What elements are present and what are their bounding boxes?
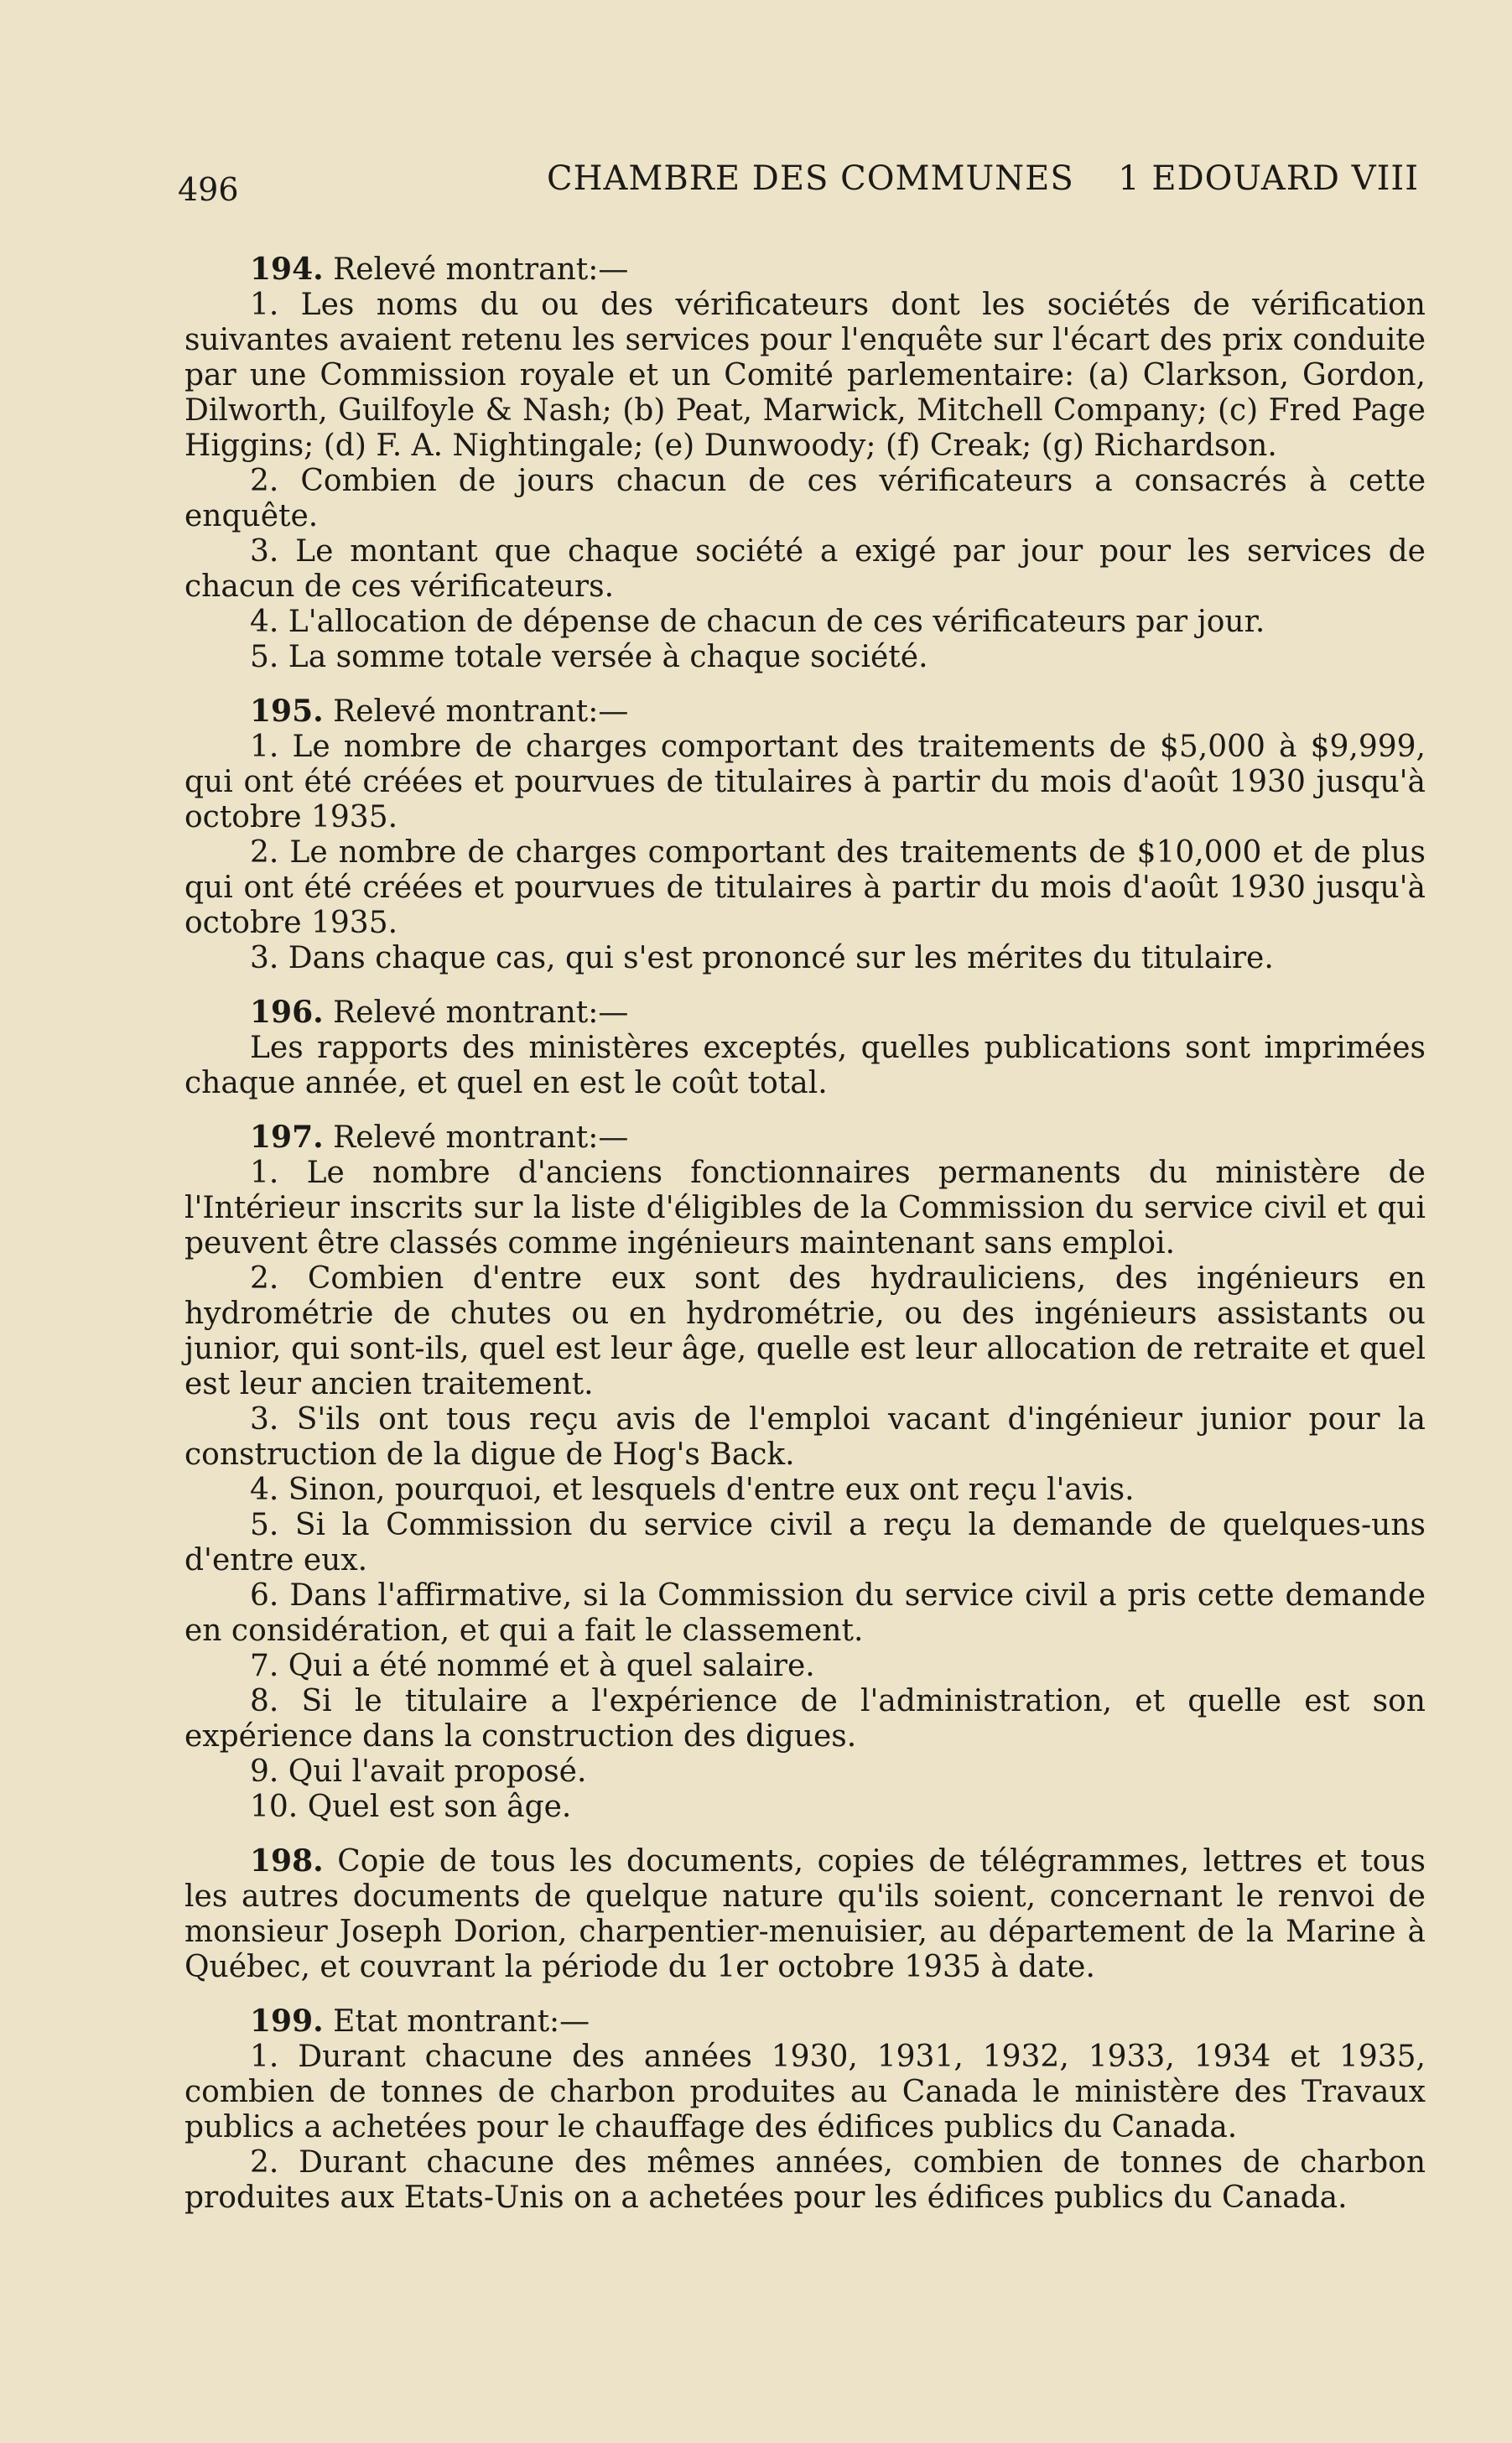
entry-lead: [184, 2004, 1426, 2040]
entry-paragraph: 1. Le nombre d'anciens fonctionnaires permanents du ministère de l'Intérieur inscrits sur la liste d'éligibles de la Commission du service civil et qui peuvent être classés comme ingénieurs maintenant sans emploi.: [184, 1156, 1426, 1260]
entry-number: 194.: [250, 252, 324, 287]
entry-lead-text: Etat montrant:—: [333, 2004, 590, 2039]
entry-number: 199.: [250, 2004, 324, 2039]
page-number: 496: [178, 171, 239, 208]
entry-paragraph: 3. Dans chaque cas, qui s'est prononcé sur les mérites du titulaire.: [250, 941, 1274, 975]
entry-lead: [184, 1120, 1426, 1156]
entry-lead-text: Relevé montrant:—: [333, 252, 629, 287]
entry: [184, 1843, 1426, 1985]
entry-paragraph: 1. Le nombre de charges comportant des traitements de $5,000 à $9,999, qui ont été créées et pourvues de titulaires à partir du mois d'août 1930 jusqu'à octobre 1935.: [184, 730, 1426, 834]
entry: [184, 1120, 1426, 1825]
entry-number: 195.: [250, 694, 324, 729]
entry-lead: [184, 995, 1426, 1031]
header-regnal-year: 1 EDOUARD VIII: [1118, 159, 1419, 198]
entry: [184, 694, 1426, 976]
entry-paragraph: 2. Combien de jours chacun de ces vérificateurs a consacrés à cette enquête.: [184, 464, 1426, 533]
entry-paragraph: 8. Si le titulaire a l'expérience de l'administration, et quelle est son expérience dans la construction des digues.: [184, 1684, 1426, 1754]
entry: [184, 995, 1426, 1101]
entry-paragraph: Les rapports des ministères exceptés, quelles publications sont imprimées chaque année, et quel en est le coût total.: [184, 1031, 1426, 1100]
entry: [184, 2004, 1426, 2216]
running-header: [178, 159, 1419, 210]
entry-paragraph: 5. La somme totale versée à chaque société.: [250, 640, 928, 674]
entry-lead-text: Relevé montrant:—: [333, 1120, 629, 1155]
entry-number: 198.: [250, 1843, 324, 1879]
entry-paragraph: 1. Durant chacune des années 1930, 1931, 1932, 1933, 1934 et 1935, combien de tonnes de charbon produites au Canada le ministère des Travaux publics a achetées pour le chauffage des édifices publics du Canada.: [184, 2040, 1426, 2144]
entry-paragraph: 4. L'allocation de dépense de chacun de ces vérificateurs par jour.: [250, 605, 1265, 639]
entry-paragraph: 6. Dans l'affirmative, si la Commission du service civil a pris cette demande en considération, et qui a fait le classement.: [184, 1578, 1426, 1648]
entry-paragraph: 1. Les noms du ou des vérificateurs dont les sociétés de vérification suivantes avaient retenu les services pour l'enquête sur l'écart des prix conduite par une Commission royale et un Comité parlementaire: (a) Clarkson, Gordon, Dilworth, Guilfoyle & Nash; (b) Peat, Marwick, Mitchell Company; (c) Fred Page Higgins; (d) F. A. Nightingale; (e) Dunwoody; (f) Creak; (g) Richardson.: [184, 288, 1426, 463]
entry-lead: [184, 1843, 1426, 1985]
entry-paragraph: 3. S'ils ont tous reçu avis de l'emploi vacant d'ingénieur junior pour la construction de la digue de Hog's Back.: [184, 1402, 1426, 1472]
entry-paragraph: 2. Combien d'entre eux sont des hydrauliciens, des ingénieurs en hydrométrie de chutes ou en hydrométrie, ou des ingénieurs assistants ou junior, qui sont-ils, quel est leur âge, quelle est leur allocation de retraite et quel est leur ancien traitement.: [184, 1261, 1426, 1401]
header-title: CHAMBRE DES COMMUNES: [547, 159, 1074, 198]
entry-lead-text: Relevé montrant:—: [333, 995, 629, 1030]
entry-lead-text: Copie de tous les documents, copies de télégrammes, lettres et tous les autres documents de quelque nature qu'ils soient, concernant le renvoi de monsieur Joseph Dorion, charpentier-menuisier, au département de la Marine à Québec, et couvrant la période du 1er octobre 1935 à date.: [184, 1844, 1426, 1984]
entry-lead-text: Relevé montrant:—: [333, 694, 629, 729]
entry-lead: [184, 252, 1426, 288]
entry-number: 197.: [250, 1120, 324, 1155]
entry-paragraph: 2. Durant chacune des mêmes années, combien de tonnes de charbon produites aux Etats-Unis on a achetées pour les édifices publics du Canada.: [184, 2145, 1426, 2215]
entry: [184, 252, 1426, 675]
entry-paragraph: 4. Sinon, pourquoi, et lesquels d'entre eux ont reçu l'avis.: [250, 1473, 1135, 1507]
entry-paragraph: 5. Si la Commission du service civil a reçu la demande de quelques-uns d'entre eux.: [184, 1508, 1426, 1578]
entry-paragraph: 3. Le montant que chaque société a exigé par jour pour les services de chacun de ces vérificateurs.: [184, 534, 1426, 604]
entry-lead: [184, 694, 1426, 730]
document-body: [184, 252, 1426, 2234]
entry-paragraph: 10. Quel est son âge.: [250, 1790, 572, 1824]
entry-paragraph: 7. Qui a été nommé et à quel salaire.: [250, 1649, 815, 1683]
entry-paragraph: 2. Le nombre de charges comportant des traitements de $10,000 et de plus qui ont été créées et pourvues de titulaires à partir du mois d'août 1930 jusqu'à octobre 1935.: [184, 835, 1426, 940]
entry-number: 196.: [250, 995, 324, 1030]
entry-paragraph: 9. Qui l'avait proposé.: [250, 1754, 587, 1789]
